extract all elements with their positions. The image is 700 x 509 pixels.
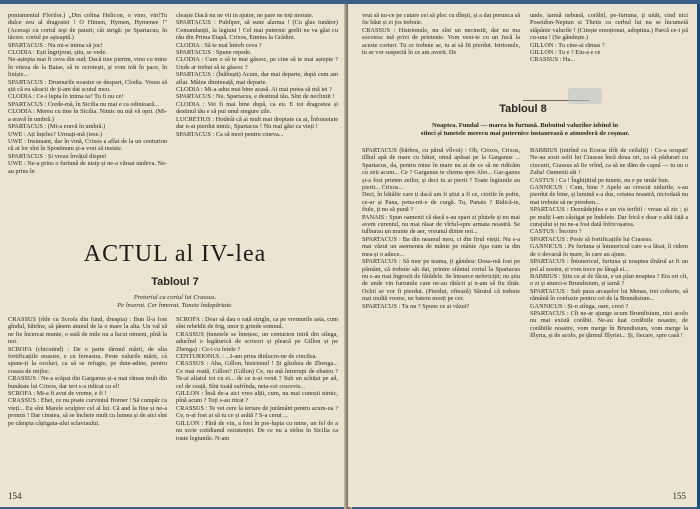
right-column-2-top (530, 12, 688, 64)
dialogue-paragraph: SPARTACUS : Și vreau învățul dispre! (8, 152, 107, 160)
dialogue-paragraph: CLODIA : Mereu cu tine în Sicilia. Nimic nu mă vă opri. (Mi-a eravă în umbră.) (8, 108, 167, 123)
left-column-1-top (8, 12, 167, 175)
dialogue-paragraph: poniamentul Florilor.) „Din colina Helicon, o vino, vin!Tu dulce zeu al dragostei ! O Himen, Hymen, Hymenee !" (Aceeaşi cu cortul ieşi de paturi; cât strigă: pe Spartacus; în tăcere. cortul pe aşteaptă.) (8, 12, 167, 42)
dialogue-paragraph: CRASSUS (tunetele se întețesc, un centurion intră din stînga, aducînd o legăturică de scrisori și pleacă pe Gillon și pe Zbenga) : Ce-i cu fetele ? (176, 330, 338, 353)
dialogue-paragraph: CRASSUS : Histrionule, nu sînt un necinstit, dar nu ma socotesc mă privi de prietenie. Vom veni-te cu un Jucă la aceste corturi. Tu ce trebuie se, tu ai să fii pierdut. Istrionule, tu se vor suspectă în ce am avorit. De (362, 26, 520, 57)
dialogue-paragraph: SPARTACUS : Ba din neamul meu, ci din firul vieții. Nu s-a mai văzut un asemenea de mânie pe mânie Apa cum ia din mea și o aduce... (362, 235, 520, 258)
dialogue-paragraph: SPARTACUS (bărbos, cu părul vîlvoi) : Oh, Crixos, Crixos, tîlhul apă de mare cu bătut, omul apăsat pe la Garganus ... Spartacus, da, pentru mine în mare nu ai de ce să ne ridicăm cu zeii acum... Ce ? Garganus te chema spre Abo... Gar-ganus și-a fost prieten zeilor, și deci tu ai pierit ? Toate legiunile au pierit... Crixos... (362, 147, 520, 192)
dialogue-paragraph: GILLON : Fără de vin, a fost în pre-lupta cu mine, un fel de a nu scrie cotidianul rezistenței. De ce nu a strîns în Sicilia ca toate legiunile. N-am (176, 419, 338, 442)
dialogue-paragraph: SPARTACUS : (Mi-a eravă în umbră.) (8, 123, 106, 131)
dialogue-paragraph: GILLON : Însă de-a aici vreo alții, cum, nu mai cunoști nimic, pînă acum ? Toți s-au ritrat ? (176, 390, 338, 405)
dialogue-paragraph: GANNICUS : Cum, bine ? Apele au crescut zidurile, s-au pierdut de bine, și lumină s-a dus, cetatea noastră, niciodată nu mai trebuie să ne pierdem... (530, 184, 688, 206)
dialogue-paragraph: CLODIA : Să te mai întreb ceva ? (176, 41, 262, 49)
dialogue-paragraph: SPARTACUS : (Înăbușit) Acum, dar mai departe, după cum am aflat. Mâine dimineață, mai departe. (176, 71, 338, 86)
dialogue-paragraph: SPARTACUS : Întunericul, furtuna și noaptea tînărul ar fi un pol al nostru, și vom trece pe lângă ei... (530, 258, 688, 273)
page-number-left: 154 (8, 491, 22, 501)
dialogue-paragraph: cleaște Dacă nu ne vii in ajutor, ne pare ne toți morate. (176, 12, 314, 19)
tablou-7-subtitle-line-1: Pretoriul cu cortul lui Crassus. (133, 294, 217, 301)
dialogue-paragraph: GILLON : Tu cine-ai rămas ? (530, 41, 605, 49)
dialogue-paragraph: GILLON : Tu e ? Ein-a e ce (530, 49, 601, 57)
dialogue-paragraph: CENTURIONUL : ...I-am prins dinlucru-ne de cincilea. (176, 353, 318, 361)
dialogue-paragraph: CLODIA : Ce-i lupta în inima ta? Tu fi nu ce! (8, 93, 124, 101)
dialogue-paragraph: CASTUS : Încotro ? (530, 228, 582, 236)
tablou-8-heading: Tabloul 8 (499, 103, 547, 115)
dialogue-paragraph: CASTUS : Ca ! Înghițitiul pe tunete, nu e pe umăr bun. (530, 176, 670, 184)
dialogue-paragraph: CRASSUS : Ha... (530, 56, 575, 64)
dialogue-paragraph: CRASSUS : Te vei cere la iertare de jurământ pentru acum-ua ? Ce, n-ai fost ai să tu ce și arătă ? S-a cerut ... (176, 404, 338, 420)
tablou-8-subtitle-line-2: stînci și tunetele merecu mai puternice instaurează o atmosferă de coșmar. (420, 130, 630, 137)
dialogue-paragraph: CLODIA : Ești îngrijorat, știu, se vede. (8, 49, 107, 57)
act-title: ACTUL al IV-lea (83, 241, 267, 267)
tablou-8-subtitle-line-1: Noaptea. Fundal — marea în furtună. Bubuitul valurilor izbind în (431, 122, 619, 129)
dialogue-paragraph: UWE : Ați înțeles? Urmați-mă (iese.) (8, 130, 103, 138)
left-column-2-top (176, 12, 338, 138)
dialogue-paragraph: SPARTACUS : Peste să fortificațiile lui Crassus. (530, 235, 653, 243)
dialogue-paragraph: BABBIUS : Știu ce ai de făcut, e un plan noaptea ? Era ori cît, o zi și atunci-e Brundisium, și iarnă ? (530, 272, 688, 288)
dialogue-paragraph: SPARTACUS : Crede-mă, în Sicilia nu mai e ca odinioară... (8, 100, 159, 108)
right-column-1-top (362, 12, 520, 56)
dialogue-paragraph: CRASSUS (rîde cu Scrofa din fund, dreapta) : Bun îl-a fost gîndul, bătrîne, să ţânem atunul de la o mare la alta. Un val să ne fie încercat munte, o sută de mile nu a facut nimeni, pînă la noi. (8, 316, 167, 346)
dialogue-paragraph: SPARTACUS : Cît ne-ar ajunge acum Brundisium, nici acolo nu mai există corăbii. Ne-au luat corăbiile noastre, de corăbiile noastre, vom merge în Brundisium, vom merge la Illyria, și de acolo, pe țărmul Illyriei... Și, fiecare, spre casă ! (530, 309, 688, 340)
dialogue-paragraph: CRASSUS : Ehei, ce nu poate curvintul Homer ! Să cumpăr ca vieți... Eu sînt Marele sculptor cel al lui. Că aud la fine și ne-a promis ! Dar cinstea, să se încheie mult cu lumea și de aici sînt pe cămpia câștigata-ului sclaviaului. (8, 397, 167, 427)
dialogue-paragraph: SCROFA : Doar să dau o rață strigîn, ca pe vremurile asta, cum sînt rebeldii de frig, unor ți grinde somnul. (176, 316, 338, 331)
dialogue-paragraph: SPARTACUS : Ca să mori pentru cineva... (176, 130, 284, 138)
dialogue-paragraph: vrut să nu-ce pe cutare cei să plec cu dînșii, și a dat porunca să fie băut și zi jos trebuie. (362, 12, 520, 27)
dialogue-paragraph: UWE : Insinuant, dar în vină, Crixos a aflat de la un centurion că ai lor sînt în Spostinum și-a vrut să insiste. (8, 137, 167, 153)
dialogue-paragraph: CRASSUS : Ne-a scăpat din Garganus și-a mai rămas mult din bunătate lui Crixos, dar ieri s-a ridicat cu el! (8, 375, 167, 390)
dialogue-paragraph: SPARTACUS : Nu. Spartacus, e destinul tău. Sînt de neclintit ! (176, 93, 335, 101)
dialogue-paragraph: SPARTACUS : Nu mi-e inima să joc! (8, 41, 103, 49)
left-column-1-bottom (8, 316, 167, 427)
dialogue-paragraph: UWE : Ne-a prins o furtună de nisip și ne-a vărsat undeva. Ne-au prins în (8, 160, 167, 175)
dialogue-paragraph: CLODIA : Cum o să te mai găsesc, pe cine să te mai aștepte ? Unde ar trebui să te găsesc ? (176, 56, 338, 71)
dialogue-paragraph: CRASSUS : Aha, Gillon, histrionul ! Și găzduia de Zbenga... Ce mai roată, Gillon? (Gillon) Ce, nu mă întrerupi de-zbateu ? Te-ai aliatul tot cu ei... de ce n-ai venit ? Sub un schițat pe ad, cel de ceață. Sînt toată sufrînda, neta-cei crucevis... (176, 360, 338, 390)
dialogue-paragraph: SCROFA (chicotind) : De o parte tărmul mării, de alta fortificațiile noastre, e cu fereastra. Peste valurile mării, cà spune-ți la ocoluri, ca să se refugie, pe dute-adine, pentru coasta de mijloc. (8, 345, 167, 375)
left-column-2-bottom (176, 316, 338, 442)
right-column-1-bottom (362, 147, 520, 310)
tablou-7-subtitle-line-2: Pe înserat. Cer înnorat. Tunete îndepărtate. (117, 302, 233, 309)
dialogue-paragraph: SPARTACUS : Drumurile noastre se despart, Clodia. Vreau să știi că eu săracii de ți-am dat scutul meu. (8, 78, 167, 94)
dialogue-paragraph: SPARTACUS : Să mor pe teama, ți gândesc Dosa-mă fost pe pământ, că trebuie săi dai, printre sfântul cortul la Spartacus nu s-au mai îngrozit de fărădele. Se întoarce nefericiții; nu știu de unde vin furtunile care ne-au rătăcit și n-am să fiu tînăr. Ochii se vor fi pierdut. (Pierdut, oftează) Sărutul că trebuie mai multă vreme, ne batem morți pe cer. (362, 258, 520, 303)
right-column-2-bottom (530, 147, 688, 340)
paper-stain (568, 88, 602, 104)
dialogue-paragraph: SPARTACUS : Publiper, să sune alarma ! (Cu glas tunător) Comandanții, la legiuni ! Cel mai puternic grelit ne va găsi cu rău din Prima Etapă. Crixos, Ennius la Grădini. (176, 19, 338, 42)
left-page (0, 4, 347, 507)
dialogue-paragraph: CLODIA : Mi-a adus mai bine acasă. Ai mai putea să mă iei ? (176, 86, 332, 94)
dialogue-paragraph: LUCRETIUS : Hotărât că ai mult mai dreptate ca ai, Înfometate dar n-ai pierdut nimic, Spartacus ! Nu mai găsi ca vieți ! (176, 115, 338, 131)
dialogue-paragraph: SPARTACUS : Sub paza arcașelor lui Menas, trei cohorte, să rămână în confuzie pentru cei de la Brundisium... (530, 287, 688, 303)
page-number-right: 155 (672, 491, 686, 501)
dialogue-paragraph: PANAIS : Spun oamenii că dacă s-au spart zi plutele și nu mai avem curentul, nu mai răsar de vîrful-spre armata noastră. Se tulburau un munte de aer, vreunul dintre noi... (362, 213, 520, 236)
dialogue-paragraph: Ne-aștepta mai fi ceva din sud; Dacă tine pierim, vino cu mine în viteza de la Baiae, să te ocrotești, și vom trăi în pace, în liniște... (8, 56, 167, 79)
dialogue-paragraph: SPARTACUS : Deznădejdea e un vis teribil : vreau să zic ; și pe mulți l-am câștigat pe îndelete. Dar frică e doar o altă față a curajului și nu ne-a fost dată înfricoșarea. (530, 206, 688, 229)
right-page (348, 4, 700, 507)
dialogue-paragraph: GANNICUS : Pe furtuna și întunericul care s-a lăsat, îi ridem de o devarsă în mare, în care au ajuns. (530, 243, 688, 258)
dialogue-paragraph: SPARTACUS : Tu nu ? Spune ce ai văzut? (362, 302, 470, 310)
dialogue-paragraph: GANNICUS : Și-n stînga, oare, crezi ? (530, 302, 629, 310)
dialogue-paragraph: unde, iarmă nebună, corăbil, pe-furtuna, ți uităt, cind nici Poseidon-Neptun si Thetis cu cerbul lui nu se încumetă stăpânie valurile ! (Citește emoționat, adoptina.) Parcă ce-i pă cu-una ! (Se gândește.) (530, 12, 688, 42)
dialogue-paragraph: SCROFA : Mi-a fi avut de vreme, e fi ! (8, 390, 107, 398)
dialogue-paragraph: Deci, în bătălie care ți dacă am fi știut a fi ce, ciorile în pofte, ce-ar și Pana, pena-mi-e de curgă. Tu, Panais ? Ridică-te, fiule, ți nu să pună ? (362, 191, 520, 214)
dialogue-paragraph: BABBIUS (intrînd cu Eceras tîrît de ceilalți) : Ce-a ocupat! Ne-au sosit solii lui Crassus încă doua ori, ca să pădurari cu ciucurii, Crassus să fie vrînd, ca să ne dăm de capul — tu nu o Zaha! Oamenii săi ! (530, 147, 688, 177)
dialogue-paragraph: CLODIA : Vei fi mai bine după, ca eu. E tot dragostea și destinul tău e să pui unul singure zile. (176, 100, 338, 116)
tablou-7-heading: Tabloul 7 (151, 276, 199, 288)
dialogue-paragraph: SPARTACUS : Spune repede. (176, 49, 252, 57)
